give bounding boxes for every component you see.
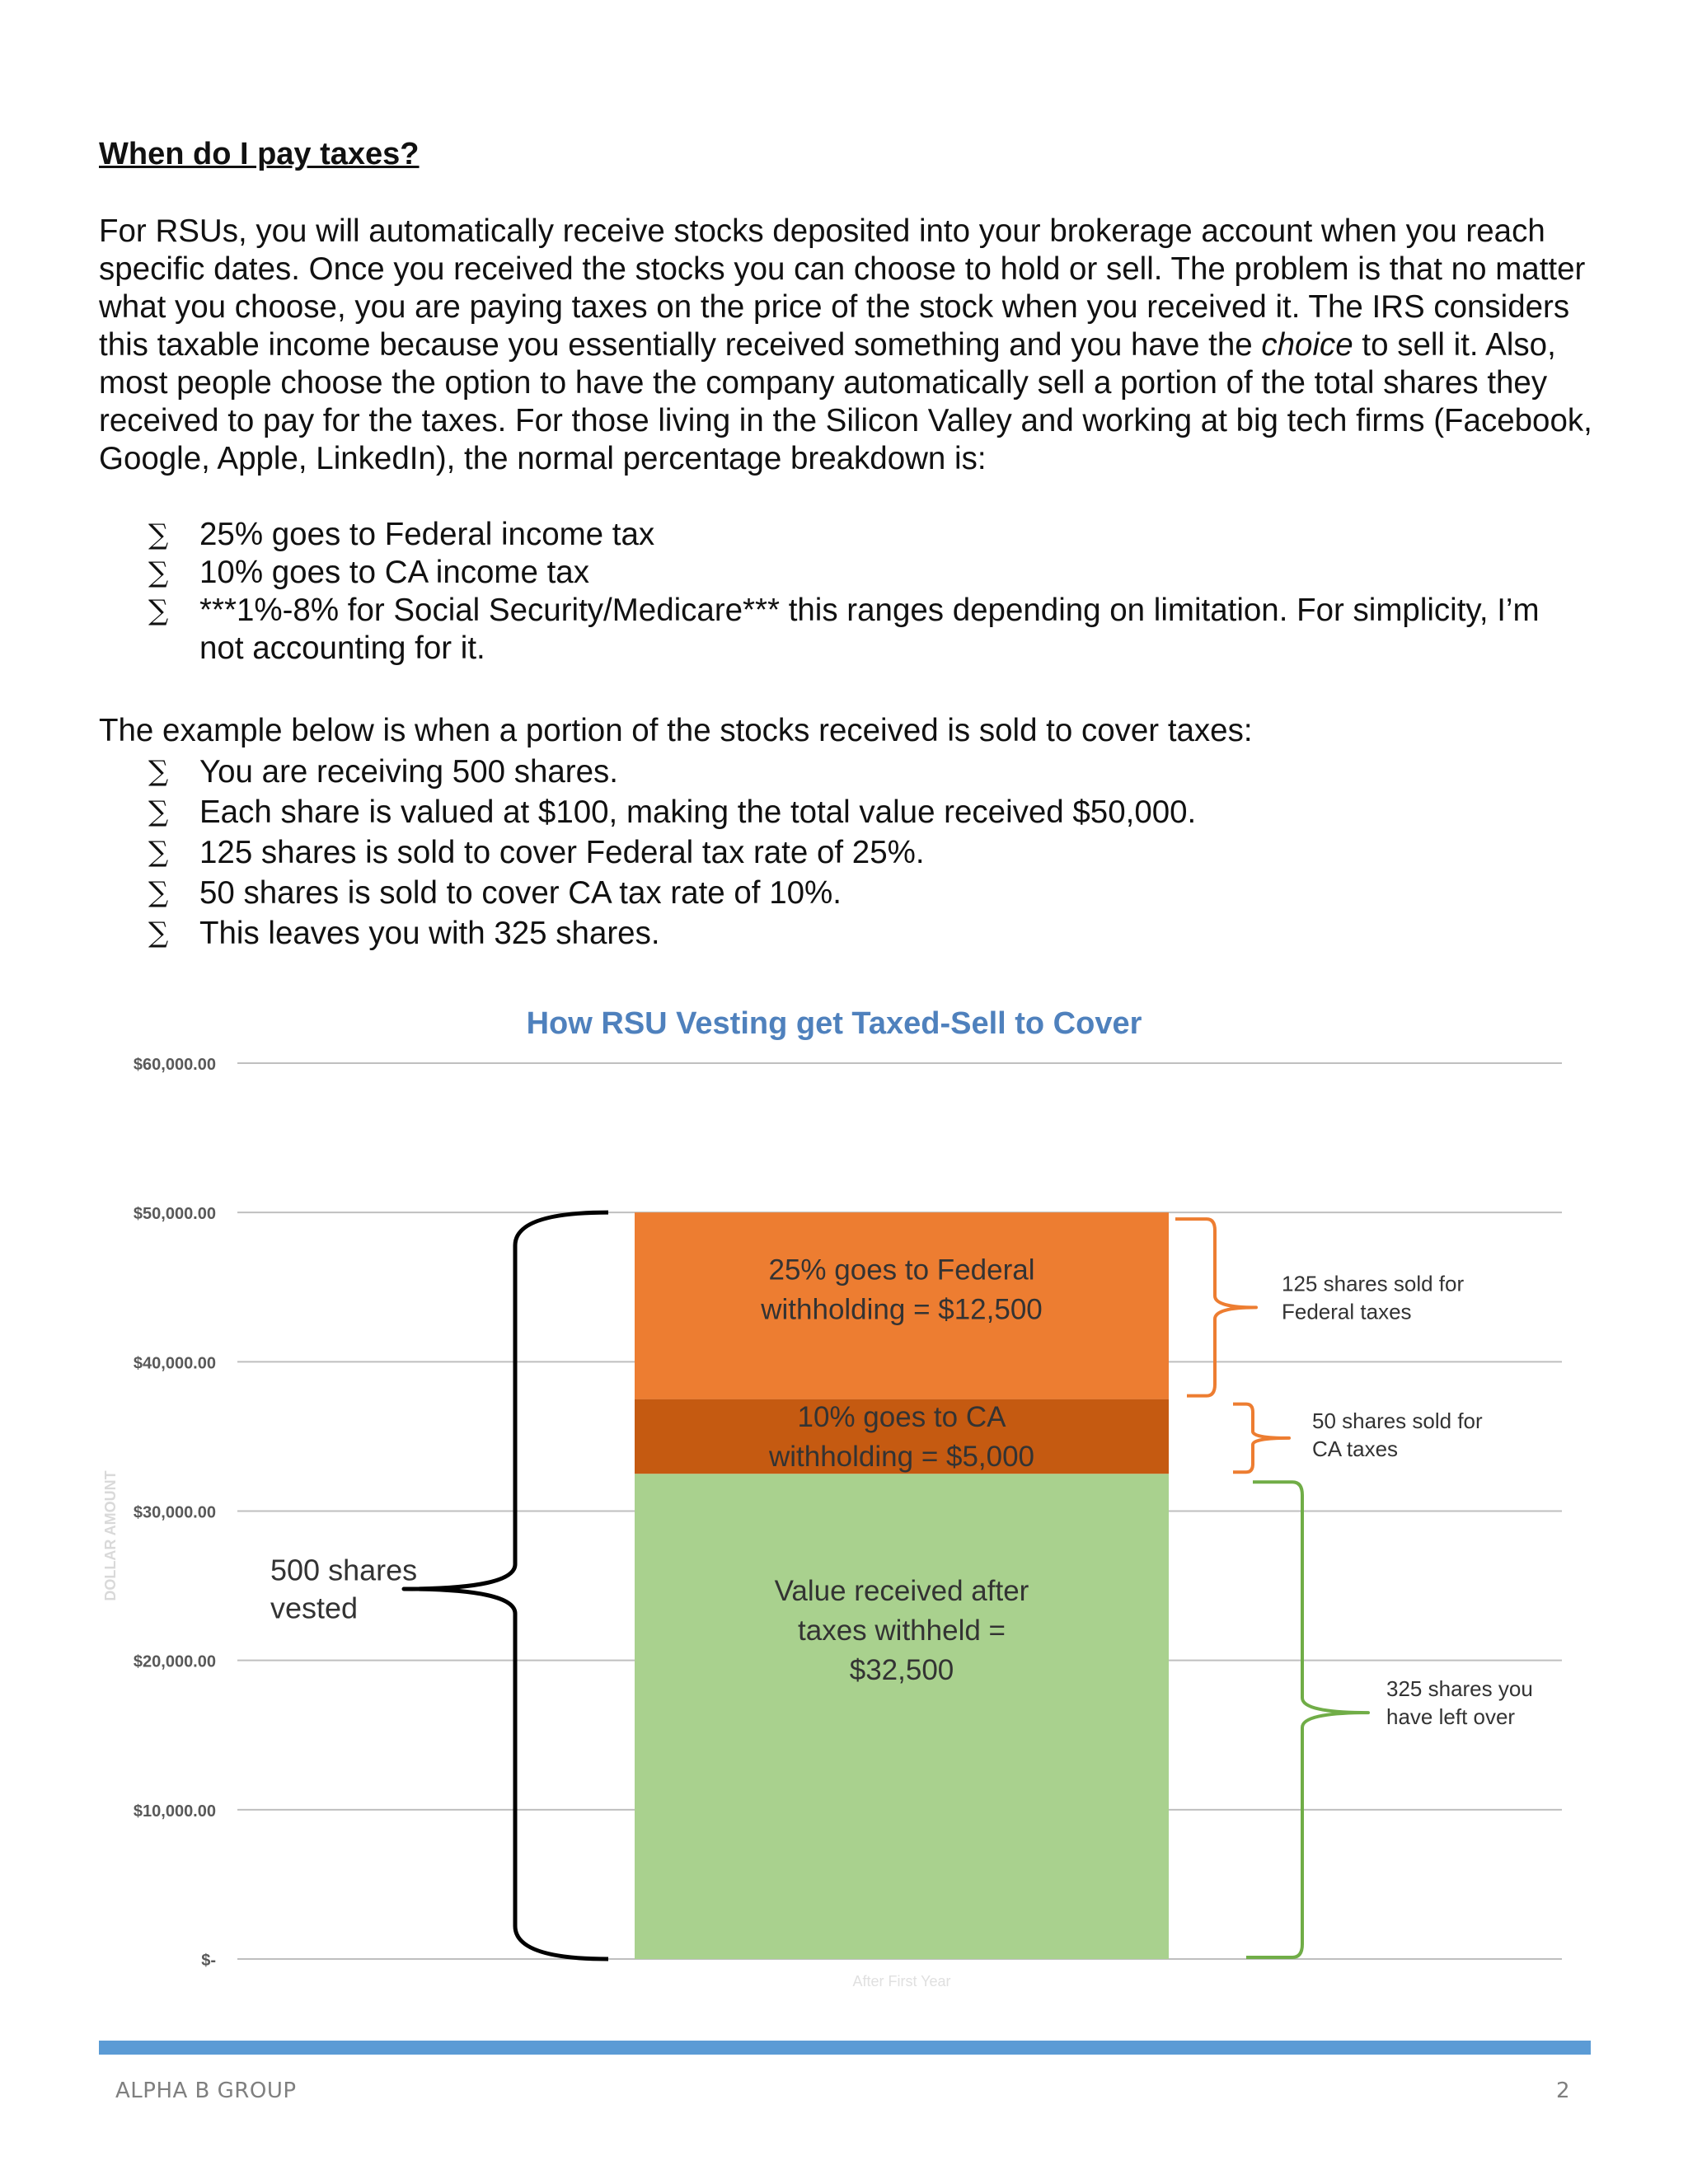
sigma-bullet-icon: ∑: [148, 876, 169, 909]
sigma-bullet-icon: ∑: [148, 556, 169, 589]
y-tick-label: $20,000.00: [133, 1652, 216, 1671]
sigma-bullet-icon: ∑: [148, 594, 169, 627]
federal-brace-label: Federal taxes: [1282, 1299, 1412, 1324]
y-tick-label: $10,000.00: [133, 1802, 216, 1821]
sigma-bullet-icon: ∑: [148, 836, 169, 869]
ca-brace: [1233, 1404, 1289, 1473]
bar-label: withholding = $5,000: [768, 1441, 1035, 1474]
y-tick-label: $50,000.00: [133, 1205, 216, 1224]
y-tick-label: $40,000.00: [133, 1354, 216, 1373]
section-heading: When do I pay taxes?: [99, 137, 420, 171]
total-shares-brace: [404, 1212, 608, 1959]
sigma-bullet-icon: ∑: [148, 916, 169, 949]
paragraph-italic-word: choice: [1261, 327, 1353, 363]
total-shares-label: vested: [270, 1591, 359, 1625]
bar-label: taxes withheld =: [798, 1614, 1006, 1647]
y-tick-label: $-: [201, 1952, 216, 1970]
remaining-shares-label: 325 shares you: [1386, 1676, 1533, 1702]
chart-title: How RSU Vesting get Taxed-Sell to Cover: [526, 1006, 1142, 1041]
y-axis-label: DOLLAR AMOUNT: [102, 1470, 119, 1601]
paragraph-part-1: For RSUs, you will automatically receive stocks deposited into your brokerage account when you reach specific dates. Once you received the stocks you can choose to hold or sell. The problem is that no matter what you choose, you are paying taxes on the price of the stock when you received it. The IRS considers this taxable income because you essentially received something and you have the: [99, 213, 1586, 363]
bar-label: 25% goes to Federal: [768, 1254, 1035, 1286]
y-tick-label: $60,000.00: [133, 1056, 216, 1074]
remaining-shares-label: have left over: [1386, 1704, 1516, 1730]
sigma-bullet-icon: ∑: [148, 755, 169, 788]
example-intro: The example below is when a portion of the stocks received is sold to cover taxes:: [99, 713, 1253, 748]
ca-brace-label: 50 shares sold for: [1312, 1408, 1483, 1434]
federal-brace: [1175, 1219, 1256, 1395]
list-item: ∑ 25% goes to Federal income tax: [148, 517, 655, 552]
example-list: [148, 752, 1566, 954]
bar-label: withholding = $12,500: [761, 1293, 1043, 1326]
list-item: ∑ You are receiving 500 shares.: [148, 752, 1566, 792]
x-category-label: After First Year: [852, 1973, 951, 1990]
list-item: ∑ 125 shares is sold to cover Federal tax rate of 25%.: [148, 832, 1566, 873]
ca-brace-label: CA taxes: [1312, 1436, 1399, 1462]
sigma-bullet-icon: ∑: [148, 518, 169, 551]
list-item: ∑ 10% goes to CA income tax: [148, 555, 589, 590]
remaining-shares-brace: [1246, 1482, 1368, 1957]
footer-page-number: 2: [1556, 2079, 1570, 2103]
bar-label: Value received after: [774, 1574, 1029, 1607]
y-tick-label: $30,000.00: [133, 1503, 216, 1522]
chart-svg: [0, 989, 1688, 2011]
list-item: ∑ ***1%-8% for Social Security/Medicare*** this ranges depending on limitation. For simplicity, I’m not accounting for it.: [148, 593, 1540, 666]
sigma-bullet-icon: ∑: [148, 795, 169, 828]
intro-paragraph: [99, 213, 1607, 478]
federal-brace-label: 125 shares sold for: [1282, 1271, 1465, 1296]
footer-divider-bar: [99, 2041, 1591, 2055]
bar-segment: [635, 1474, 1169, 1959]
footer-company-name: ALPHA B GROUP: [115, 2079, 297, 2103]
rsu-tax-chart: [0, 989, 1688, 2011]
total-shares-label: 500 shares: [270, 1553, 418, 1587]
list-item: ∑ This leaves you with 325 shares.: [148, 913, 1566, 954]
tax-breakdown-list: [148, 516, 1566, 668]
list-item: ∑ Each share is valued at $100, making the total value received $50,000.: [148, 792, 1566, 832]
paragraph-part-2: to sell it. Also, most people choose the option to have the company automatically sell a portion of the total shares they received to pay for the taxes. For those living in the Silicon Valley and working at big tech firms (Facebook, Google, Apple, LinkedIn), the normal percentage breakdown is:: [99, 327, 1592, 476]
list-item: ∑ 50 shares is sold to cover CA tax rate of 10%.: [148, 873, 1566, 913]
bar-label: $32,500: [849, 1653, 954, 1686]
bar-label: 10% goes to CA: [797, 1401, 1006, 1434]
